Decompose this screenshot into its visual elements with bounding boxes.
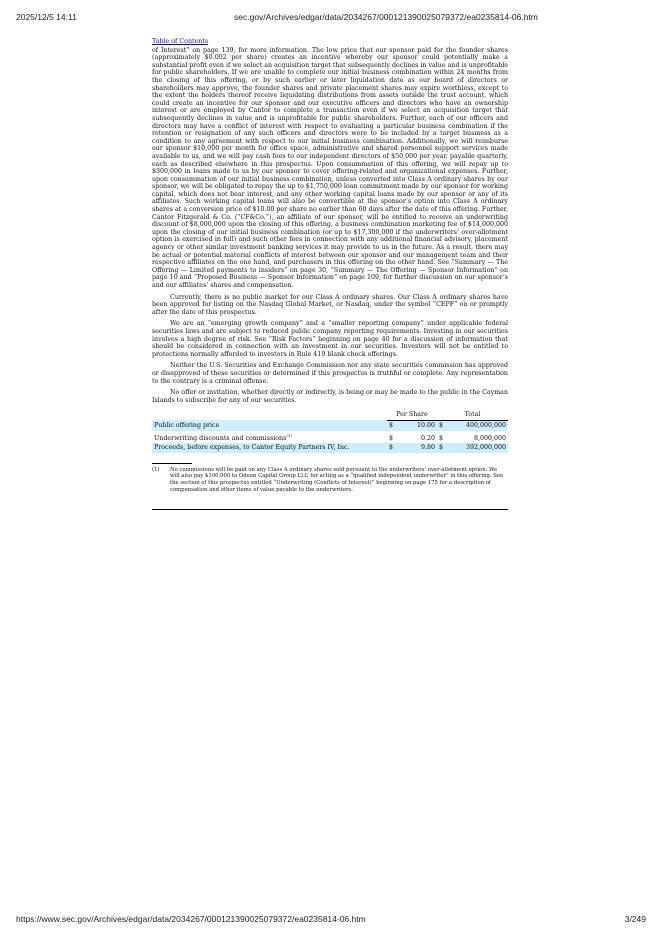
- row-label: Public offering price: [154, 421, 220, 429]
- page-number: 3/249: [624, 914, 646, 924]
- per-share-value: 0.20: [420, 434, 435, 442]
- print-datetime: 2025/12/5 14:11: [16, 12, 77, 22]
- table-of-contents-link[interactable]: Table of Contents: [152, 38, 209, 45]
- col-header-per-share: Per Share: [387, 410, 437, 420]
- paragraph: Neither the U.S. Securities and Exchange Commission nor any state securities commission has approved or disapproved of these securities or determined if this prospectus is truthful or complete. Any representation to the contrary is a criminal offense.: [152, 362, 508, 385]
- paragraph: Currently, there is no public market for our Class A ordinary shares. Our Class A ordinary shares have been approved for listing on the Nasdaq Global Market, or Nasdaq, under the symbol “CEPF” on or promptly after the date of this prospectus.: [152, 293, 508, 316]
- dollar-sign: $: [437, 443, 447, 453]
- offering-table: [152, 410, 508, 452]
- footnote-text: No commissions will be paid on any Class A ordinary shares sold pursuant to the underwriters’ over-allotment option. We will also pay $100,000 to Odeon Capital Group LLC for acting as a “qualified independent underwriter” in this offering. See the section of this prospectus entitled “Underwriting (Conflicts of Interest)” beginning on page 175 for a description of compensation and other items of value payable to the underwriters.: [170, 466, 504, 493]
- row-label: Underwriting discounts and commissions: [154, 434, 287, 442]
- table-header-row: [152, 410, 508, 420]
- print-url: sec.gov/Archives/edgar/data/2034267/000121390025079372/ea0235814-06.htm: [234, 12, 538, 22]
- footer-url: https://www.sec.gov/Archives/edgar/data/2034267/000121390025079372/ea0235814-06.htm: [16, 914, 366, 924]
- dollar-sign: $: [389, 434, 394, 442]
- paragraph: of Interest” on page 139, for more information. The low price that our sponsor paid for the founder shares (approximately $0.002 per share) creates an incentive whereby our sponsor could potentially make a substantial profit even if we select an acquisition target that subsequently declines in value and is unprofitable for public shareholders. If we are unable to complete our initial business combination within 24 months from the closing of this offering, or by such earlier or later liquidation date as our board of directors or shareholders may approve, the founder shares and private placement shares may expire worthless, except to the extent the holders thereof receive liquidating distributions from assets outside the trust account, which could create an incentive for our sponsor and our executive officers and directors who have an ownership interest or are employed by Cantor to complete a transaction even if we select an acquisition target that subsequently declines in value and is unprofitable for public shareholders. Further, each of our officers and directors may have a conflict of interest with respect to evaluating a particular business combination if the retention or resignation of any such officers and directors were to be included by a target business as a condition to any agreement with respect to our initial business combination. Additionally, we will reimburse our sponsor $10,000 per month for office space, administrative and shared personnel support services made available to us, and we will pay cash fees to our independent directors of $50,000 per year, payable quarterly, each as described elsewhere in this prospectus. Upon consummation of this offering, we will repay up to $300,000 in loans made to us by our sponsor to cover offering-related and organizational expenses. Further, upon consummation of our initial business combination, unless converted into Class A ordinary shares by our sponsor, we will be obligated to repay the up to $1,750,000 loan commitment made by our sponsor for working capital, which does not bear interest, and any other working capital loans made by our sponsor or any of its affiliates. Such working capital loans will also be convertible at the sponsor’s option into Class A ordinary shares at a conversion price of $10.00 per share no earlier than 60 days after the date of this offering. Further, Cantor Fitzgerald & Co. (“CF&Co.”), an affiliate of our sponsor, will be entitled to receive an underwriting discount of $8,000,000 upon the closing of this offering, a business combination marketing fee of $14,000,000 upon the closing of our initial business combination (or up to $17,300,000 if the underwriters’ over-allotment option is exercised in full) and such other fees in connection with any additional financial advisory, placement agency or other similar investment banking services it may provide to us in the future. As a result, there may be actual or potential material conflicts of interest between our sponsor and our management team and their respective affiliates on the one hand, and purchasers in this offering on the other hand. See “Summary — The Offering — Limited payments to insiders” on page 30, “Summary — The Offering — Sponsor Information” on page 10 and “Proposed Business — Sponsor Information” on page 109, for further discussion on our sponsor’s and our affiliates’ shares and compensation.: [152, 46, 508, 289]
- table-row: [152, 420, 508, 430]
- total-value: 392,000,000: [447, 443, 508, 453]
- footnote-number: (1): [152, 466, 160, 473]
- col-header-total: Total: [437, 410, 508, 420]
- per-share-value: 10.00: [397, 420, 437, 430]
- total-value: 400,000,000: [447, 420, 508, 430]
- footnote-ref: (1): [286, 432, 292, 438]
- table-row: [152, 431, 508, 444]
- footnote-divider: [152, 463, 192, 464]
- per-share-value: 9.80: [397, 443, 437, 453]
- total-value: 8,000,000: [473, 434, 506, 442]
- dollar-sign: $: [387, 420, 397, 430]
- paragraph: We are an “emerging growth company” and a “smaller reporting company” under applicable federal securities laws and are subject to reduced public company reporting requirements. Investing in our securities involves a high degree of risk. See “Risk Factors” beginning on page 40 for a discussion of information that should be considered in connection with an investment in our securities. Investors will not be entitled to protections normally afforded to investors in Rule 419 blank check offerings.: [152, 320, 508, 358]
- footnote: [152, 467, 508, 493]
- document-body: [152, 38, 508, 510]
- dollar-sign: $: [437, 420, 447, 430]
- bottom-rule: [152, 509, 508, 510]
- paragraph: No offer or invitation, whether directly or indirectly, is being or may be made to the public in the Cayman Islands to subscribe for any of our securities.: [152, 389, 508, 404]
- dollar-sign: $: [439, 434, 444, 442]
- dollar-sign: $: [387, 443, 397, 453]
- table-row: [152, 443, 508, 453]
- row-label: Proceeds, before expenses, to Cantor Equity Partners IV, Inc.: [154, 444, 350, 452]
